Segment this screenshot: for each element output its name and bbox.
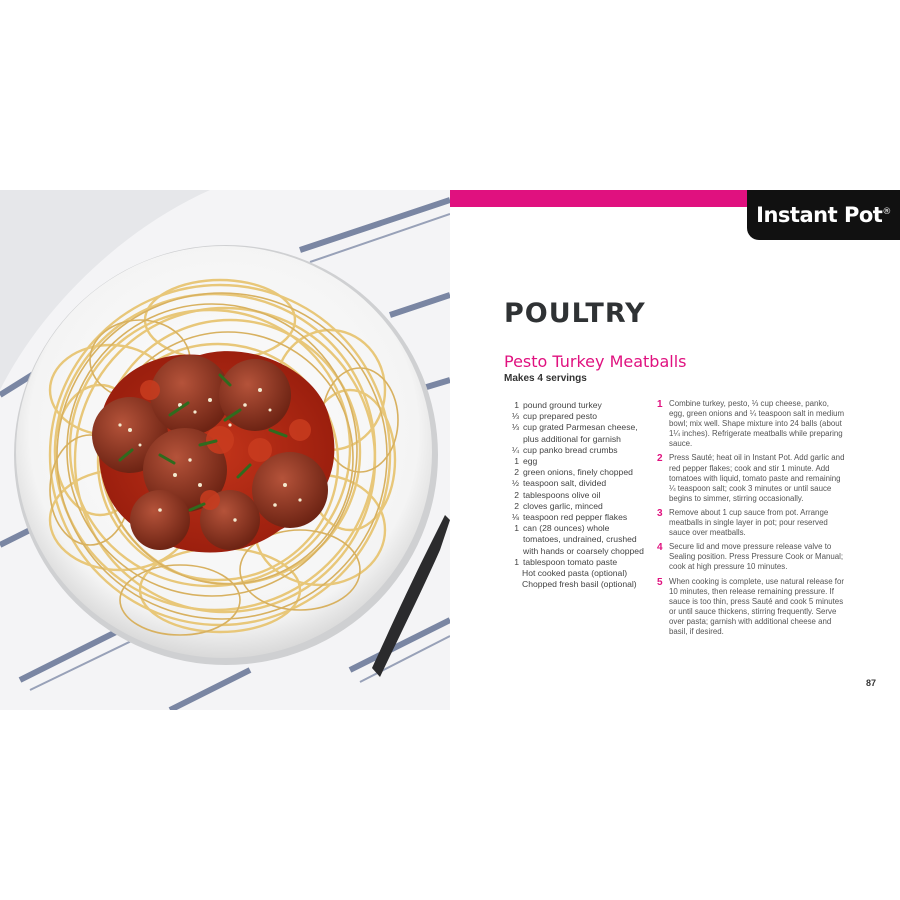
direction-step xyxy=(657,508,845,538)
step-text: Combine turkey, pesto, ⅓ cup cheese, panko, egg, green onions and ¼ teaspoon salt in medium bowl; mix well. Shape mixture into 24 balls (about 1¼ inches). Refrigerate meatballs while preparing sauce. xyxy=(669,399,845,449)
ingredients-list xyxy=(508,400,648,590)
step-text: When cooking is complete, use natural release for 10 minutes, then release remaining pressure. If sauce is too thin, press Sauté and cook 5 minutes or until sauce thickens, stirring frequently. Serve over pasta; garnish with additional cheese and basil, if desired. xyxy=(669,576,845,636)
recipe-servings: Makes 4 servings xyxy=(504,373,587,384)
instant-pot-logo: Instant Pot® xyxy=(756,203,891,227)
direction-step xyxy=(657,453,845,503)
directions-list xyxy=(657,399,845,641)
ingredient-item xyxy=(508,568,648,579)
recipe-page xyxy=(450,190,900,710)
ingredient-item xyxy=(508,579,648,590)
ingredient-item xyxy=(508,512,648,523)
ingredient-amount xyxy=(507,579,522,590)
section-title: POULTRY xyxy=(504,298,646,329)
brand-tab xyxy=(747,190,900,240)
direction-step xyxy=(657,399,845,449)
step-number: 4 xyxy=(657,542,663,554)
accent-bar xyxy=(450,190,748,207)
ingredient-amount: ⅓ xyxy=(511,422,519,433)
spaghetti-meatballs-image xyxy=(0,190,450,710)
ingredient-text: Hot cooked pasta (optional) xyxy=(522,568,628,579)
ingredient-item xyxy=(508,478,648,489)
ingredient-text: pound ground turkey xyxy=(523,400,602,410)
ingredient-amount xyxy=(507,568,522,579)
ingredient-item xyxy=(508,400,648,411)
ingredient-text: egg xyxy=(523,456,538,467)
direction-step xyxy=(657,577,845,638)
ingredient-text: tablespoon tomato paste xyxy=(523,556,618,567)
step-number: 5 xyxy=(657,576,663,588)
ingredient-text: green onions, finely chopped xyxy=(523,467,633,478)
ingredient-text: teaspoon red pepper flakes xyxy=(523,512,628,523)
ingredient-text: cloves garlic, minced xyxy=(523,500,603,511)
page-number: 87 xyxy=(866,678,877,688)
step-number: 1 xyxy=(657,399,663,410)
ingredient-amount: 2 xyxy=(514,500,519,511)
ingredient-amount: 1 xyxy=(514,556,519,567)
ingredient-item xyxy=(508,445,648,456)
ingredient-amount: ¼ xyxy=(511,444,519,455)
step-number: 3 xyxy=(657,507,663,519)
step-text: Secure lid and move pressure release valve to Sealing position. Press Pressure Cook or Manual; cook at high pressure 10 minutes. xyxy=(669,542,844,572)
ingredient-text: cup prepared pesto xyxy=(523,411,598,422)
ingredient-item xyxy=(508,456,648,467)
ingredient-amount: ½ xyxy=(511,478,519,489)
ingredient-amount: ⅓ xyxy=(511,411,519,422)
ingredient-text: cup panko bread crumbs xyxy=(523,444,618,455)
ingredient-item xyxy=(508,557,648,568)
ingredient-text: tablespoons olive oil xyxy=(523,489,601,500)
step-text: Remove about 1 cup sauce from pot. Arrange meatballs in single layer in pot; pour reserved sauce over meatballs. xyxy=(669,507,829,538)
recipe-title: Pesto Turkey Meatballs xyxy=(504,352,687,371)
ingredient-item xyxy=(508,411,648,422)
ingredient-item xyxy=(508,523,648,557)
ingredient-item xyxy=(508,422,648,444)
direction-step xyxy=(657,542,845,572)
ingredient-amount: 2 xyxy=(514,467,519,478)
ingredient-item xyxy=(508,490,648,501)
step-number: 2 xyxy=(657,453,663,465)
step-text: Press Sauté; heat oil in Instant Pot. Add garlic and red pepper flakes; cook and stir 1 minute. Add tomatoes with liquid, tomato paste and remaining ¼ teaspoon salt; cook 3 minutes or until sauce begins to simmer, stirring occasionally. xyxy=(669,453,845,503)
ingredient-amount: 1 xyxy=(514,400,519,410)
ingredient-item xyxy=(508,467,648,478)
ingredient-amount: 1 xyxy=(514,523,519,534)
ingredient-item xyxy=(508,501,648,512)
recipe-photo xyxy=(0,190,450,710)
ingredient-text: can (28 ounces) whole tomatoes, undrained, crushed with hands or coarsely chopped xyxy=(523,523,644,556)
ingredient-text: cup grated Parmesan cheese, plus additional for garnish xyxy=(523,422,638,444)
ingredient-text: teaspoon salt, divided xyxy=(523,478,607,489)
ingredient-text: Chopped fresh basil (optional) xyxy=(522,579,637,590)
ingredient-amount: 1 xyxy=(514,456,519,467)
ingredient-amount: 2 xyxy=(514,489,519,500)
ingredient-amount: ⅛ xyxy=(511,512,519,523)
